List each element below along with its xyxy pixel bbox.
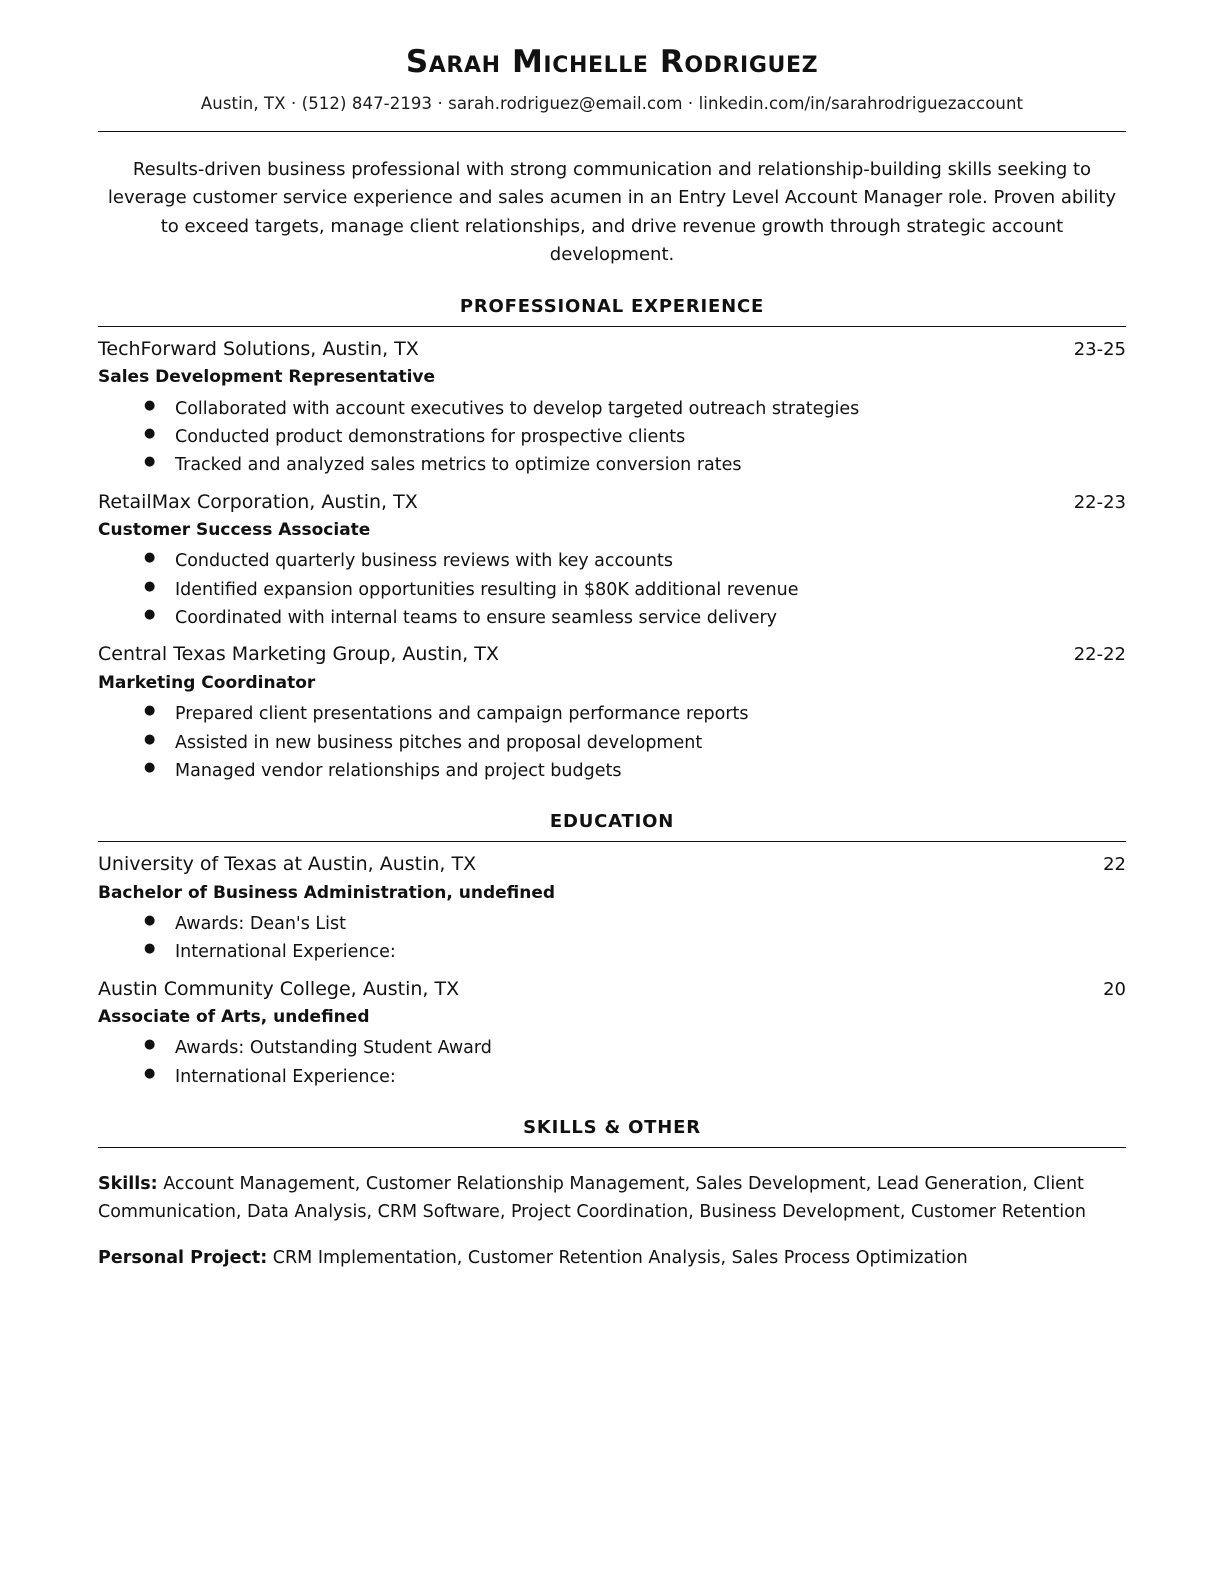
entry-header [98,977,1126,1002]
list-item: ● Identified expansion opportunities resulting in $80K additional revenue [98,576,1126,604]
section-heading: EDUCATION [549,811,675,833]
resume-header [98,44,1126,132]
entry-degree: Bachelor of Business Administration, undefined [98,882,556,903]
professional-summary: Results-driven business professional with strong communication and relationship-building skills seeking to leverage customer service experience and sales acumen in an Entry Level Account Manager role. Proven ability to exceed targets, manage client relationships, and drive revenue growth through strategic account development. [107,159,1117,266]
education-entry [98,852,1126,966]
experience-entry [98,490,1126,633]
section-heading: SKILLS & OTHER [523,1117,701,1139]
entry-organization: University of Texas at Austin, Austin, TX [98,853,477,876]
section-heading: PROFESSIONAL EXPERIENCE [459,295,765,317]
list-item: ● Coordinated with internal teams to ensure seamless service delivery [98,604,1126,632]
personal-project-line [98,1244,1126,1272]
section-professional-experience [98,296,1126,785]
entry-organization: Austin Community College, Austin, TX [98,977,460,1000]
entry-organization: TechForward Solutions, Austin, TX [98,337,419,360]
entry-bullets [98,395,1126,480]
skills-block [98,1170,1126,1272]
entry-role: Sales Development Representative [98,367,436,388]
section-skills-other [98,1117,1126,1272]
list-item: ● Tracked and analyzed sales metrics to optimize conversion rates [98,451,1126,479]
list-item: ● Managed vendor relationships and project budgets [98,757,1126,785]
skills-line [98,1170,1126,1226]
entry-date: 23-25 [1073,338,1126,360]
section-education [98,811,1126,1091]
entry-bullets [98,1034,1126,1091]
list-item: ● Awards: Outstanding Student Award [98,1034,1126,1062]
list-item: ● Awards: Dean's List [98,910,1126,938]
education-entry [98,977,1126,1091]
entry-date: 22 [1103,854,1126,876]
entry-role: Marketing Coordinator [98,673,316,694]
skills-value: Account Management, Customer Relationship Management, Sales Development, Lead Generation, Client Communication, Data Analysis, CRM Software, Project Coordination, Business Development, Customer Retention [98,1174,1086,1223]
entry-organization: Central Texas Marketing Group, Austin, TX [98,643,499,666]
contact-line: Austin, TX · (512) 847-2193 · sarah.rodriguez@email.com · linkedin.com/in/sarahrodriguezaccount [200,94,1024,113]
skills-label: Skills: [98,1174,158,1195]
personal-project-value: CRM Implementation, Customer Retention Analysis, Sales Process Optimization [267,1247,968,1268]
list-item: ● Conducted quarterly business reviews with key accounts [98,547,1126,575]
list-item: ● Conducted product demonstrations for prospective clients [98,423,1126,451]
entry-header [98,642,1126,667]
entry-bullets [98,910,1126,967]
section-divider [98,1147,1126,1148]
experience-entry [98,337,1126,480]
list-item: ● Collaborated with account executives to develop targeted outreach strategies [98,395,1126,423]
list-item: ● Prepared client presentations and campaign performance reports [98,700,1126,728]
experience-entry [98,642,1126,785]
entry-organization: RetailMax Corporation, Austin, TX [98,490,418,513]
header-divider [98,131,1126,132]
section-divider [98,841,1126,842]
entry-date: 22-23 [1073,491,1126,513]
entry-date: 20 [1103,978,1126,1000]
list-item: ● International Experience: [98,938,1126,966]
personal-project-label: Personal Project: [98,1247,268,1268]
entry-date: 22-22 [1073,644,1126,666]
entry-bullets [98,547,1126,632]
page-title: Sarah Michelle Rodriguez [405,44,819,80]
entry-role: Customer Success Associate [98,520,371,541]
list-item: ● International Experience: [98,1063,1126,1091]
entry-header [98,337,1126,362]
entry-degree: Associate of Arts, undefined [98,1007,370,1028]
entry-bullets [98,700,1126,785]
entry-header [98,490,1126,515]
list-item: ● Assisted in new business pitches and proposal development [98,729,1126,757]
section-divider [98,326,1126,327]
entry-header [98,852,1126,877]
